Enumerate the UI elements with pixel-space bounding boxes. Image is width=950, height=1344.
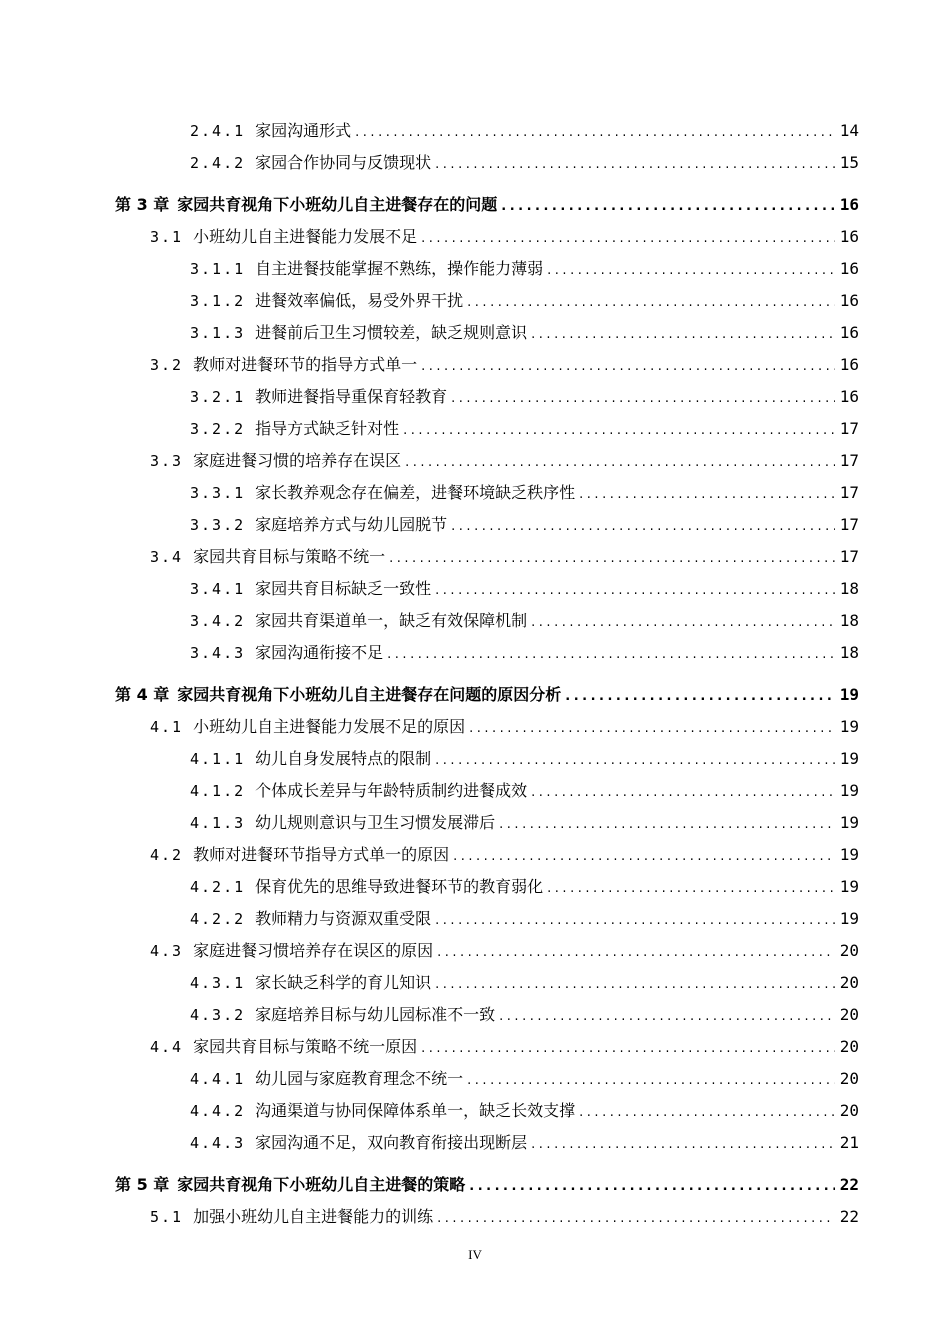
toc-entry-number: 3.3: [150, 452, 184, 470]
toc-entry[interactable]: [190, 482, 859, 506]
toc-entry[interactable]: [190, 972, 859, 996]
toc-entry-number: 3.1.2: [190, 292, 246, 310]
toc-dot-leader: [389, 548, 835, 570]
toc-dot-leader: [435, 580, 835, 602]
toc-entry-number: 3.1.1: [190, 260, 246, 278]
toc-entry[interactable]: [190, 152, 859, 176]
toc-entry-number: 4.4.3: [190, 1134, 246, 1152]
toc-dot-leader: [499, 814, 835, 836]
toc-entry-page: 19: [839, 717, 859, 736]
toc-entry[interactable]: [190, 908, 859, 932]
toc-entry[interactable]: [190, 1100, 859, 1124]
toc-entry-title: 幼儿自身发展特点的限制: [255, 749, 432, 768]
toc-dot-leader: [435, 750, 835, 772]
toc-entry-page: 18: [839, 579, 859, 598]
toc-entry-number: 4.4.2: [190, 1102, 246, 1120]
toc-entry-title: 家园共育目标与策略不统一原因: [193, 1037, 418, 1056]
toc-entry-page: 19: [839, 781, 859, 800]
toc-dot-leader: [435, 910, 835, 932]
toc-entry-number: 第 5 章: [115, 1175, 170, 1194]
toc-entry[interactable]: [150, 940, 859, 964]
toc-entry[interactable]: [150, 450, 859, 474]
toc-entry[interactable]: [190, 1068, 859, 1092]
toc-entry-title: 小班幼儿自主进餐能力发展不足: [193, 227, 418, 246]
toc-entry-number: 4.3: [150, 942, 184, 960]
toc-entry-number: 4.1.2: [190, 782, 246, 800]
toc-entry-page: 19: [839, 877, 859, 896]
toc-entry-title: 进餐前后卫生习惯较差，缺乏规则意识: [255, 323, 528, 342]
toc-entry[interactable]: [190, 120, 859, 144]
toc-entry-page: 17: [839, 483, 859, 502]
toc-entry-title: 教师进餐指导重保育轻教育: [255, 387, 448, 406]
toc-entry-page: 22: [839, 1207, 859, 1226]
toc-dot-leader: [355, 122, 835, 144]
toc-entry-title: 家庭培养目标与幼儿园标准不一致: [255, 1005, 496, 1024]
toc-entry-page: 19: [839, 685, 859, 704]
toc-entry-number: 3.3.2: [190, 516, 246, 534]
toc-entry[interactable]: [190, 290, 859, 314]
toc-entry-title: 家园共育渠道单一，缺乏有效保障机制: [255, 611, 528, 630]
toc-dot-leader: [499, 1006, 835, 1028]
toc-dot-leader: [437, 1208, 835, 1230]
toc-entry-title: 家园共育视角下小班幼儿自主进餐存在问题的原因分析: [177, 685, 562, 704]
toc-dot-leader: [469, 1176, 835, 1198]
toc-entry-page: 17: [839, 419, 859, 438]
toc-dot-leader: [565, 686, 835, 708]
toc-dot-leader: [421, 228, 835, 250]
toc-entry-page: 14: [839, 121, 859, 140]
toc-entry-number: 2.4.2: [190, 154, 246, 172]
toc-dot-leader: [451, 388, 835, 410]
page-number: IV: [468, 1247, 482, 1262]
toc-entry-number: 3.2.1: [190, 388, 246, 406]
toc-dot-leader: [421, 356, 835, 378]
toc-entry-title: 指导方式缺乏针对性: [255, 419, 400, 438]
toc-entry-title: 家庭进餐习惯培养存在误区的原因: [193, 941, 434, 960]
toc-entry-page: 15: [839, 153, 859, 172]
toc-dot-leader: [547, 878, 835, 900]
toc-entry-number: 4.2: [150, 846, 184, 864]
toc-entry-number: 3.4.1: [190, 580, 246, 598]
toc-entry-title: 家园合作协同与反馈现状: [255, 153, 432, 172]
toc-dot-leader: [531, 324, 835, 346]
toc-entry-page: 20: [839, 941, 859, 960]
toc-entry-title: 自主进餐技能掌握不熟练，操作能力薄弱: [255, 259, 544, 278]
toc-entry-number: 4.3.2: [190, 1006, 246, 1024]
toc-entry[interactable]: [150, 1036, 859, 1060]
toc-entry-page: 16: [839, 323, 859, 342]
toc-entry-number: 4.1.1: [190, 750, 246, 768]
toc-entry-page: 17: [839, 547, 859, 566]
toc-dot-leader: [547, 260, 835, 282]
toc-dot-leader: [501, 196, 835, 218]
toc-entry-page: 22: [839, 1175, 859, 1194]
toc-entry[interactable]: [150, 354, 859, 378]
toc-entry-page: 20: [839, 973, 859, 992]
toc-dot-leader: [451, 516, 835, 538]
toc-dot-leader: [467, 1070, 835, 1092]
toc-entry-page: 16: [839, 227, 859, 246]
toc-entry-title: 小班幼儿自主进餐能力发展不足的原因: [193, 717, 466, 736]
toc-dot-leader: [437, 942, 835, 964]
toc-entry-page: 16: [839, 195, 859, 214]
toc-entry-title: 家园共育视角下小班幼儿自主进餐存在的问题: [177, 195, 498, 214]
toc-entry-page: 16: [839, 259, 859, 278]
toc-entry-title: 家园沟通衔接不足: [255, 643, 384, 662]
toc-entry-number: 4.1.3: [190, 814, 246, 832]
toc-entry-title: 家园共育视角下小班幼儿自主进餐的策略: [177, 1175, 466, 1194]
toc-dot-leader: [435, 974, 835, 996]
toc-dot-leader: [405, 452, 835, 474]
toc-entry[interactable]: [190, 258, 859, 282]
toc-entry-number: 4.3.1: [190, 974, 246, 992]
toc-entry-title: 家园沟通不足，双向教育衔接出现断层: [255, 1133, 528, 1152]
toc-entry[interactable]: [115, 194, 859, 218]
toc-entry-page: 19: [839, 909, 859, 928]
toc-entry-title: 家庭培养方式与幼儿园脱节: [255, 515, 448, 534]
toc-entry[interactable]: [150, 226, 859, 250]
toc-entry-title: 保育优先的思维导致进餐环节的教育弱化: [255, 877, 544, 896]
toc-entry[interactable]: [190, 418, 859, 442]
toc-entry-title: 家园共育目标缺乏一致性: [255, 579, 432, 598]
toc-entry[interactable]: [190, 322, 859, 346]
toc-entry-title: 进餐效率偏低，易受外界干扰: [255, 291, 464, 310]
toc-entry[interactable]: [150, 844, 859, 868]
toc-entry-number: 3.4.3: [190, 644, 246, 662]
toc-entry-page: 17: [839, 515, 859, 534]
toc-dot-leader: [579, 1102, 835, 1124]
toc-entry[interactable]: [190, 876, 859, 900]
toc-entry-page: 19: [839, 749, 859, 768]
toc-entry-number: 4.2.2: [190, 910, 246, 928]
toc-entry-number: 5.1: [150, 1208, 184, 1226]
toc-entry-page: 20: [839, 1069, 859, 1088]
toc-entry-title: 家长缺乏科学的育儿知识: [255, 973, 432, 992]
toc-entry[interactable]: [190, 812, 859, 836]
toc-entry-number: 第 4 章: [115, 685, 170, 704]
toc-entry[interactable]: [115, 684, 859, 708]
toc-dot-leader: [421, 1038, 835, 1060]
toc-entry-title: 个体成长差异与年龄特质制约进餐成效: [255, 781, 528, 800]
toc-entry-title: 幼儿规则意识与卫生习惯发展滞后: [255, 813, 496, 832]
toc-entry-title: 沟通渠道与协同保障体系单一，缺乏长效支撑: [255, 1101, 576, 1120]
toc-entry-number: 3.4.2: [190, 612, 246, 630]
toc-entry-number: 3.3.1: [190, 484, 246, 502]
toc-entry-number: 3.2: [150, 356, 184, 374]
toc-dot-leader: [531, 782, 835, 804]
toc-entry[interactable]: [150, 546, 859, 570]
toc-entry[interactable]: [190, 780, 859, 804]
toc-entry-page: 20: [839, 1005, 859, 1024]
toc-entry-number: 2.4.1: [190, 122, 246, 140]
toc-dot-leader: [531, 612, 835, 634]
toc-entry-title: 家庭进餐习惯的培养存在误区: [193, 451, 402, 470]
toc-entry-page: 20: [839, 1037, 859, 1056]
toc-entry-page: 18: [839, 611, 859, 630]
toc-dot-leader: [403, 420, 835, 442]
toc-entry-number: 第 3 章: [115, 195, 170, 214]
toc-entry-number: 4.2.1: [190, 878, 246, 896]
toc-entry-page: 20: [839, 1101, 859, 1120]
toc-entry-title: 家园共育目标与策略不统一: [193, 547, 386, 566]
toc-entry-title: 幼儿园与家庭教育理念不统一: [255, 1069, 464, 1088]
toc-entry[interactable]: [150, 1206, 859, 1230]
toc-entry-title: 家长教养观念存在偏差，进餐环境缺乏秩序性: [255, 483, 576, 502]
toc-entry-title: 教师对进餐环节指导方式单一的原因: [193, 845, 450, 864]
toc-entry[interactable]: [150, 716, 859, 740]
toc-entry-page: 19: [839, 813, 859, 832]
toc-entry-page: 17: [839, 451, 859, 470]
toc-entry-number: 3.2.2: [190, 420, 246, 438]
toc-entry[interactable]: [190, 748, 859, 772]
toc-entry-title: 家园沟通形式: [255, 121, 352, 140]
toc-entry-page: 16: [839, 355, 859, 374]
toc-entry-number: 3.1.3: [190, 324, 246, 342]
toc-entry-title: 教师精力与资源双重受限: [255, 909, 432, 928]
toc-dot-leader: [469, 718, 835, 740]
toc-entry[interactable]: [190, 1132, 859, 1156]
toc-entry-number: 4.1: [150, 718, 184, 736]
toc-entry[interactable]: [190, 386, 859, 410]
toc-entry-page: 18: [839, 643, 859, 662]
toc-entry-number: 3.1: [150, 228, 184, 246]
toc-entry-page: 19: [839, 845, 859, 864]
toc-dot-leader: [387, 644, 835, 666]
toc-entry[interactable]: [190, 578, 859, 602]
toc-entry-title: 教师对进餐环节的指导方式单一: [193, 355, 418, 374]
toc-entry-title: 加强小班幼儿自主进餐能力的训练: [193, 1207, 434, 1226]
toc-entry-page: 16: [839, 387, 859, 406]
toc-entry[interactable]: [190, 642, 859, 666]
toc-entry-page: 21: [839, 1133, 859, 1152]
toc-entry[interactable]: [190, 514, 859, 538]
toc-dot-leader: [579, 484, 835, 506]
toc-dot-leader: [453, 846, 835, 868]
toc-entry-number: 4.4.1: [190, 1070, 246, 1088]
toc-entry[interactable]: [115, 1174, 859, 1198]
toc-entry[interactable]: [190, 1004, 859, 1028]
toc-entry-page: 16: [839, 291, 859, 310]
toc-entry[interactable]: [190, 610, 859, 634]
toc-entry-number: 3.4: [150, 548, 184, 566]
toc-entry-number: 4.4: [150, 1038, 184, 1056]
toc-dot-leader: [531, 1134, 835, 1156]
toc-dot-leader: [467, 292, 835, 314]
toc-dot-leader: [435, 154, 835, 176]
